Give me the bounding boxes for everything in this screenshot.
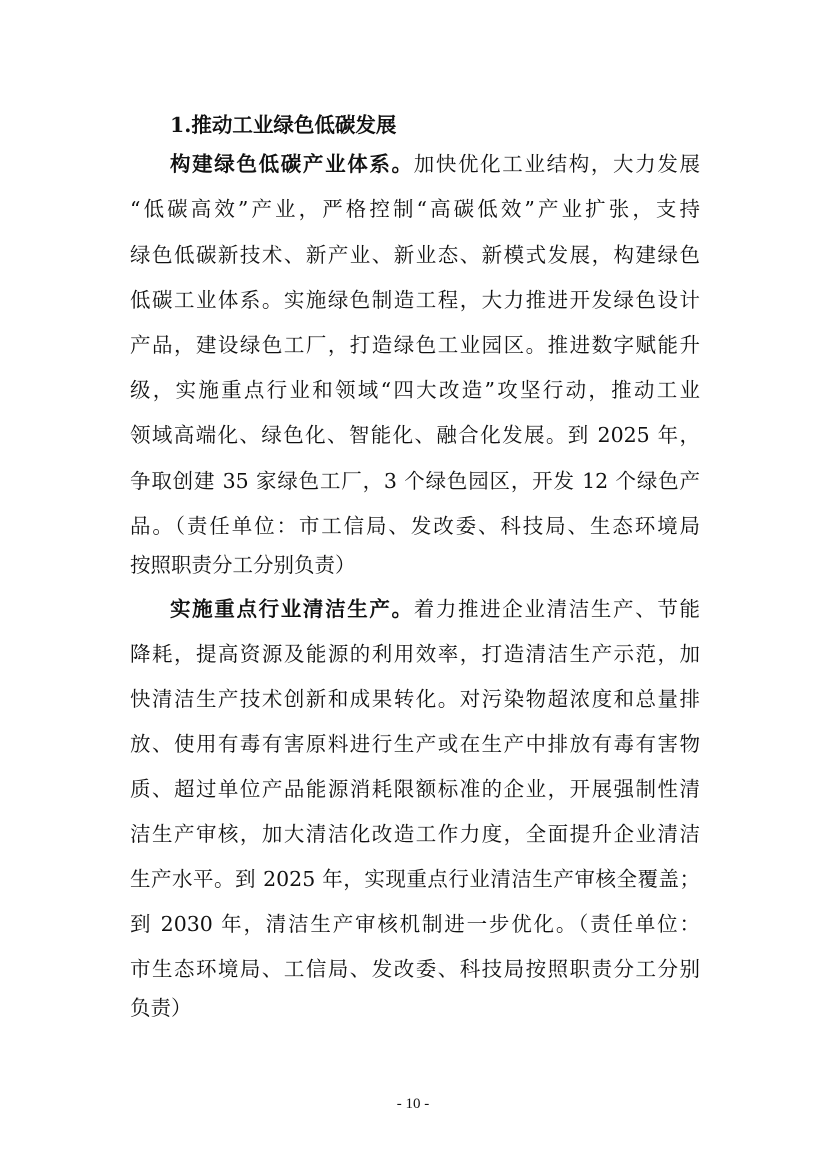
paragraph-1-line-10: 按照职责分工分别负责） [130,553,356,577]
section-heading: 1.推动工业绿色低碳发展 [170,113,397,137]
paragraph-1-line-9: 品。（责任单位：市工信局、发改委、科技局、生态环境局 [130,514,700,538]
paragraph-2-lead: 实施重点行业清洁生产。 [170,597,414,621]
paragraph-1-line-7: 领域高端化、绿色化、智能化、融合化发展。到 2025 年， [130,423,700,447]
paragraph-2-line-9: 市生态环境局、工信局、发改委、科技局按照职责分工分别 [130,957,700,981]
paragraph-2-line-10: 负责） [130,996,192,1020]
paragraph-1-line-1-text: 加快优化工业结构，大力发展 [413,152,700,176]
paragraph-1-line-5: 产品，建设绿色工厂，打造绿色工业园区。推进数字赋能升 [130,333,700,357]
paragraph-1-line-4: 低碳工业体系。实施绿色制造工程，大力推进开发绿色设计 [130,288,700,312]
paragraph-2-line-6: 洁生产审核，加大清洁化改造工作力度，全面提升企业清洁 [130,822,700,846]
paragraph-1-line-1 [170,149,700,179]
paragraph-1-lead: 构建绿色低碳产业体系。 [170,152,414,176]
paragraph-2-line-1 [170,594,700,624]
paragraph-1-line-8: 争取创建 35 家绿色工厂，3 个绿色园区，开发 12 个绿色产 [130,469,700,493]
paragraph-2-line-5: 质、超过单位产品能源消耗限额标准的企业，开展强制性清 [130,777,700,801]
paragraph-1-line-3: 绿色低碳新技术、新产业、新业态、新模式发展，构建绿色 [130,243,700,267]
paragraph-2-line-1-text: 着力推进企业清洁生产、节能 [413,597,700,621]
paragraph-2-line-4: 放、使用有毒有害原料进行生产或在生产中排放有毒有害物 [130,732,700,756]
paragraph-1-line-6: 级，实施重点行业和领域“四大改造”攻坚行动，推动工业 [130,378,700,402]
paragraph-2-line-7: 生产水平。到 2025 年，实现重点行业清洁生产审核全覆盖； [130,867,700,891]
paragraph-2-line-3: 快清洁生产技术创新和成果转化。对污染物超浓度和总量排 [130,687,700,711]
paragraph-1-line-2: “低碳高效”产业，严格控制“高碳低效”产业扩张，支持 [130,197,700,221]
page-number: - 10 - [396,1096,430,1112]
paragraph-2-line-2: 降耗，提高资源及能源的利用效率，打造清洁生产示范，加 [130,642,700,666]
paragraph-2-line-8: 到 2030 年，清洁生产审核机制进一步优化。（责任单位： [130,912,700,936]
